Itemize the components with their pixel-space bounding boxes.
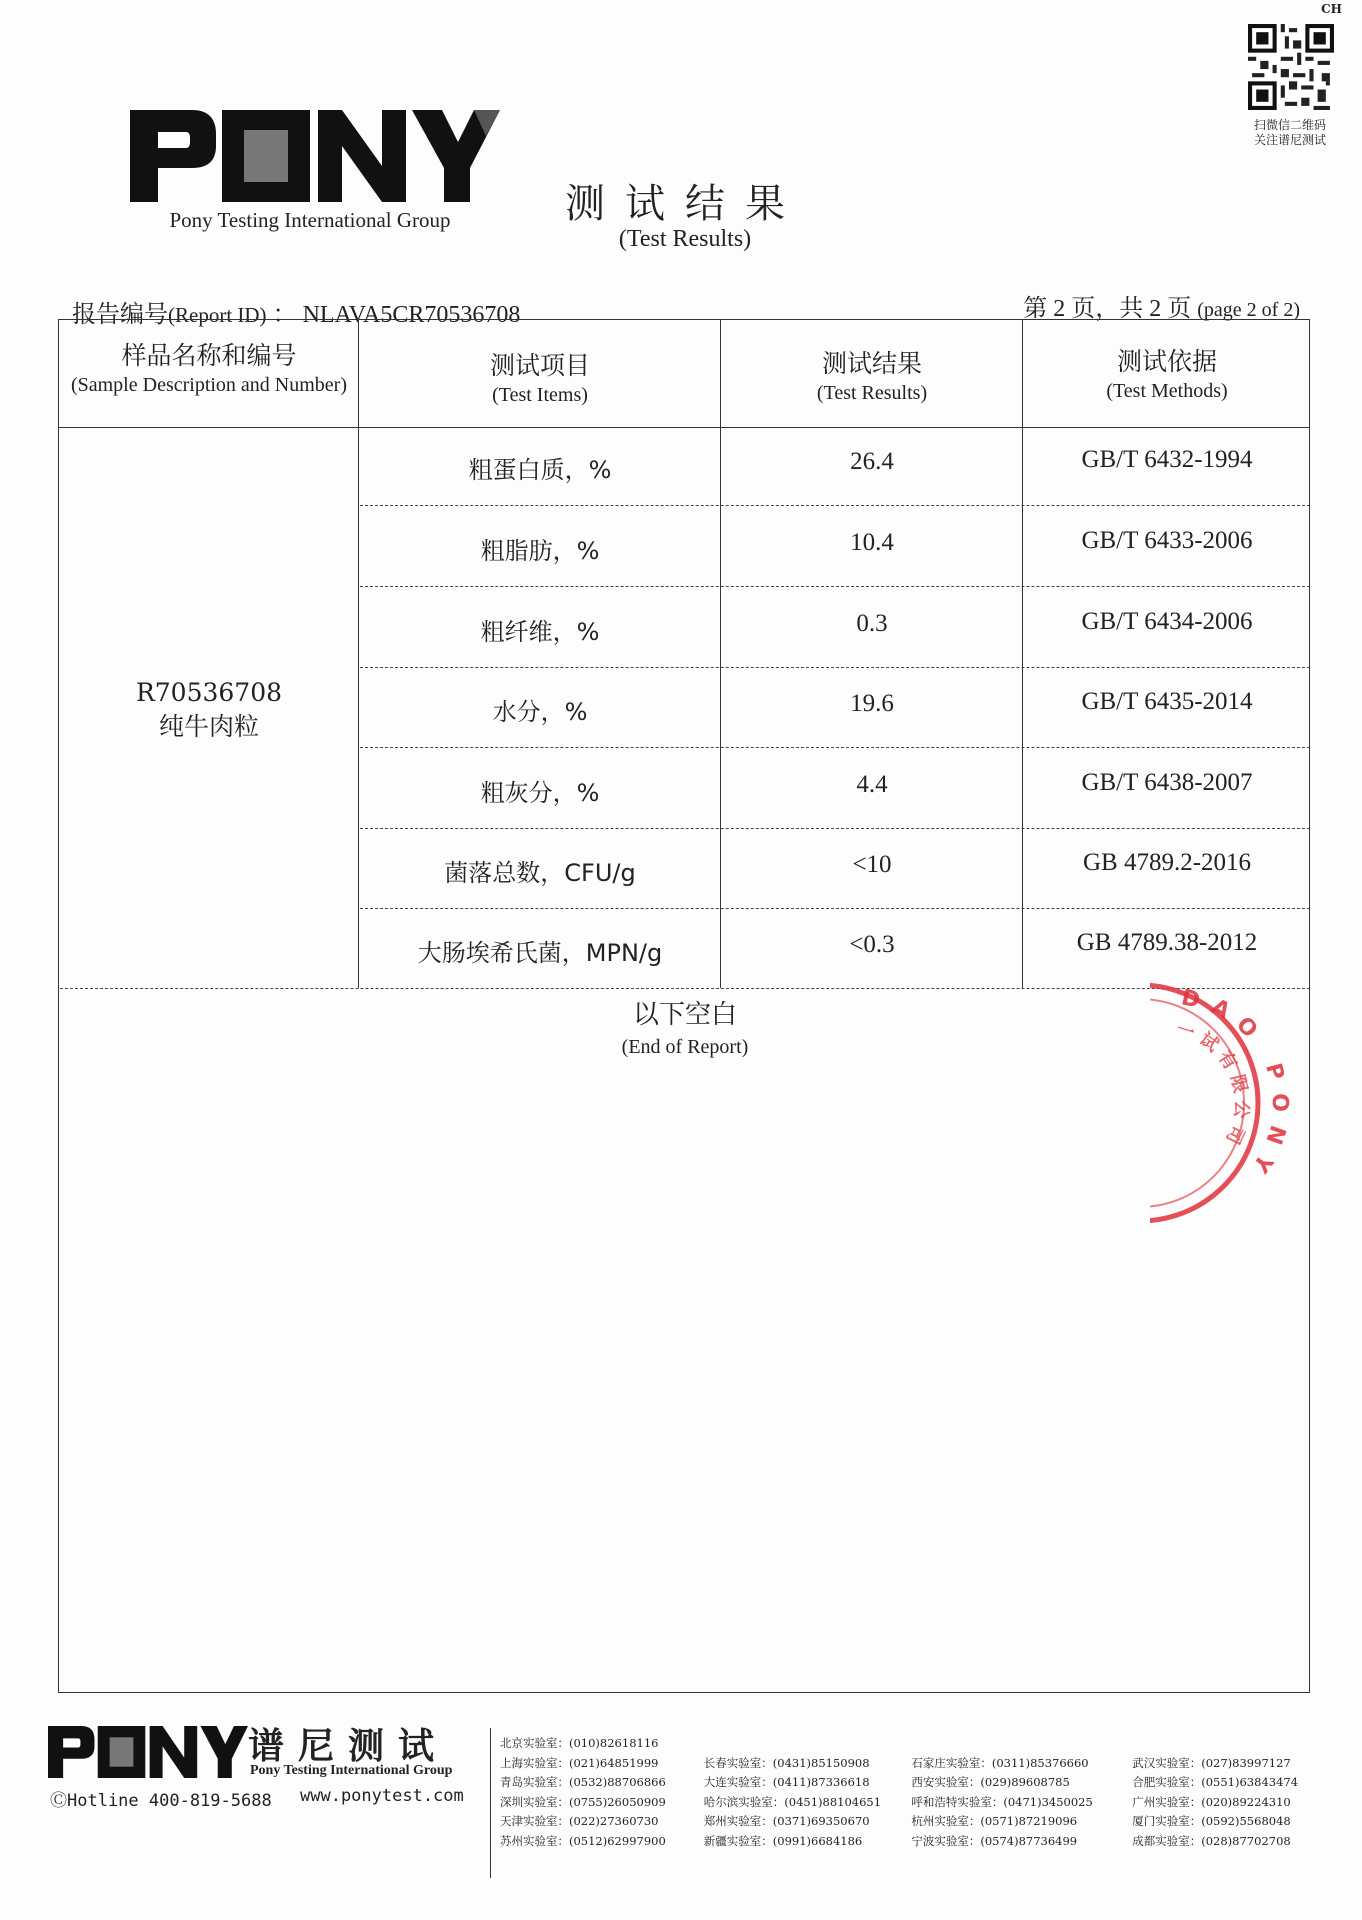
header-sample bbox=[60, 336, 358, 398]
lab-row bbox=[500, 1734, 1336, 1754]
test-method: GB 4789.2-2016 bbox=[1082, 849, 1252, 876]
column-divider bbox=[358, 320, 359, 988]
column-divider bbox=[1022, 320, 1023, 988]
header-test-methods bbox=[1024, 342, 1310, 404]
lab-contact: 郑州实验室：(0371)69350670 bbox=[703, 1814, 870, 1829]
test-method: GB 4789.38-2012 bbox=[1076, 929, 1258, 956]
pony-logo bbox=[130, 110, 500, 202]
row-divider bbox=[360, 586, 1310, 587]
footer-lab-list bbox=[500, 1734, 1336, 1852]
lab-row bbox=[500, 1754, 1336, 1774]
test-method: GB/T 6434-2006 bbox=[1081, 608, 1253, 635]
test-result: 4.4 bbox=[856, 771, 888, 798]
lab-contact: 哈尔滨实验室：(0451)88104651 bbox=[703, 1794, 882, 1809]
report-id-sep: ： bbox=[272, 302, 297, 328]
page-number-en: (page 2 of 2) bbox=[1197, 299, 1300, 321]
header-test-methods-en: (Test Methods) bbox=[1106, 380, 1228, 402]
lab-contact: 新疆实验室：(0991)6684186 bbox=[703, 1833, 863, 1848]
header-test-items bbox=[360, 346, 720, 408]
lab-contact: 呼和浩特实验室：(0471)3450025 bbox=[911, 1794, 1093, 1809]
sample-name: 纯牛肉粒 bbox=[158, 712, 259, 741]
lab-row bbox=[500, 1773, 1336, 1793]
footer-divider bbox=[490, 1728, 491, 1878]
test-item: 水分，% bbox=[492, 698, 588, 726]
lab-contact: 西安实验室：(029)89608785 bbox=[911, 1775, 1070, 1790]
qr-caption-line: 扫微信二维码 bbox=[1253, 118, 1326, 132]
footer-hotline: ⒸHotline 400-819-5688 bbox=[50, 1791, 272, 1811]
row-divider bbox=[360, 828, 1310, 829]
test-method: GB/T 6435-2014 bbox=[1081, 688, 1253, 715]
seal-text-inner: 一试有限公司 bbox=[1173, 1018, 1253, 1153]
lab-contact: 大连实验室：(0411)87336618 bbox=[703, 1775, 870, 1790]
test-method: GB/T 6432-1994 bbox=[1081, 446, 1253, 473]
test-item: 粗纤维，% bbox=[480, 618, 600, 646]
header-test-results-en: (Test Results) bbox=[816, 382, 928, 404]
lab-contact: 武汉实验室：(027)83997127 bbox=[1132, 1755, 1291, 1770]
row-divider bbox=[360, 747, 1310, 748]
title-en: (Test Results) bbox=[618, 226, 752, 252]
row-divider bbox=[360, 505, 1310, 506]
test-method: GB/T 6438-2007 bbox=[1081, 769, 1253, 796]
test-item: 粗蛋白质，% bbox=[468, 456, 612, 484]
row-divider bbox=[360, 908, 1310, 909]
footer-brand-cn: 谱尼测试 bbox=[248, 1726, 449, 1767]
footer-website[interactable]: www.ponytest.com bbox=[300, 1786, 464, 1806]
end-of-report-en: (End of Report) bbox=[621, 1036, 749, 1058]
test-result: 26.4 bbox=[850, 448, 894, 475]
qr-code bbox=[1248, 24, 1334, 110]
header-test-items-en: (Test Items) bbox=[492, 384, 588, 406]
lab-contact: 上海实验室：(021)64851999 bbox=[500, 1755, 659, 1770]
header-test-methods-cn: 测试依据 bbox=[1116, 347, 1217, 376]
column-divider bbox=[720, 320, 721, 988]
page-number-cn: 第 2 页，共 2 页 bbox=[1023, 296, 1192, 322]
test-item: 大肠埃希氏菌，MPN/g bbox=[417, 939, 663, 967]
lab-contact: 北京实验室：(010)82618116 bbox=[500, 1736, 659, 1750]
report-id-value: NLAVA5CR70536708 bbox=[302, 302, 521, 328]
page-number bbox=[1023, 288, 1300, 323]
sample-id: R70536708 bbox=[135, 678, 283, 707]
lab-contact: 杭州实验室：(0571)87219096 bbox=[911, 1814, 1078, 1829]
header-test-results bbox=[722, 344, 1022, 406]
lab-contact: 苏州实验室：(0512)62997900 bbox=[500, 1833, 666, 1848]
lab-row bbox=[500, 1812, 1336, 1832]
test-item: 粗灰分，% bbox=[480, 779, 600, 807]
end-of-report-cn: 以下空白 bbox=[632, 1000, 737, 1030]
test-result: <10 bbox=[852, 851, 892, 878]
footer-pony-logo bbox=[48, 1726, 248, 1778]
lab-contact: 厦门实验室：(0592)5568048 bbox=[1132, 1814, 1291, 1829]
lab-row bbox=[500, 1793, 1336, 1813]
group-name: Pony Testing International Group bbox=[169, 208, 451, 232]
company-seal bbox=[1150, 975, 1362, 1235]
table-end-divider bbox=[60, 988, 1310, 989]
header-sample-en: (Sample Description and Number) bbox=[70, 374, 348, 396]
seal-text-outer: DAO PONY bbox=[1178, 985, 1293, 1187]
qr-caption-line: 关注谱尼测试 bbox=[1253, 133, 1326, 147]
header-test-results-cn: 测试结果 bbox=[821, 349, 922, 378]
test-result: 19.6 bbox=[850, 690, 894, 717]
report-id-label-en: (Report ID) bbox=[168, 303, 267, 327]
report-id-label-cn: 报告编号 bbox=[72, 302, 168, 328]
row-divider bbox=[360, 667, 1310, 668]
header-sample-cn: 样品名称和编号 bbox=[121, 341, 297, 370]
lab-contact: 石家庄实验室：(0311)85376660 bbox=[911, 1755, 1089, 1770]
test-method: GB/T 6433-2006 bbox=[1081, 527, 1253, 554]
lab-contact: 成都实验室：(028)87702708 bbox=[1132, 1833, 1291, 1848]
test-result: <0.3 bbox=[849, 931, 895, 958]
header-test-items-cn: 测试项目 bbox=[489, 351, 590, 380]
lab-contact: 深圳实验室：(0755)26050909 bbox=[500, 1794, 666, 1809]
qr-caption bbox=[1242, 118, 1338, 148]
footer-brand-en: Pony Testing International Group bbox=[250, 1763, 453, 1778]
lab-contact: 合肥实验室：(0551)63843474 bbox=[1132, 1775, 1299, 1790]
header-divider bbox=[58, 427, 1310, 428]
lab-contact: 长春实验室：(0431)85150908 bbox=[703, 1755, 870, 1770]
sample-cell bbox=[60, 676, 358, 744]
test-result: 0.3 bbox=[856, 610, 888, 637]
lab-contact: 天津实验室：(022)27360730 bbox=[500, 1814, 659, 1829]
lab-contact: 宁波实验室：(0574)87736499 bbox=[911, 1833, 1078, 1848]
test-item: 菌落总数，CFU/g bbox=[444, 859, 636, 887]
lab-contact: 广州实验室：(020)89224310 bbox=[1132, 1794, 1291, 1809]
test-item: 粗脂肪，% bbox=[480, 537, 600, 565]
lab-contact: 青岛实验室：(0532)88706866 bbox=[500, 1775, 666, 1790]
title-cn: 测试结果 bbox=[565, 181, 805, 227]
test-result: 10.4 bbox=[850, 529, 894, 556]
document-code: CH bbox=[1321, 2, 1342, 16]
lab-row bbox=[500, 1832, 1336, 1852]
